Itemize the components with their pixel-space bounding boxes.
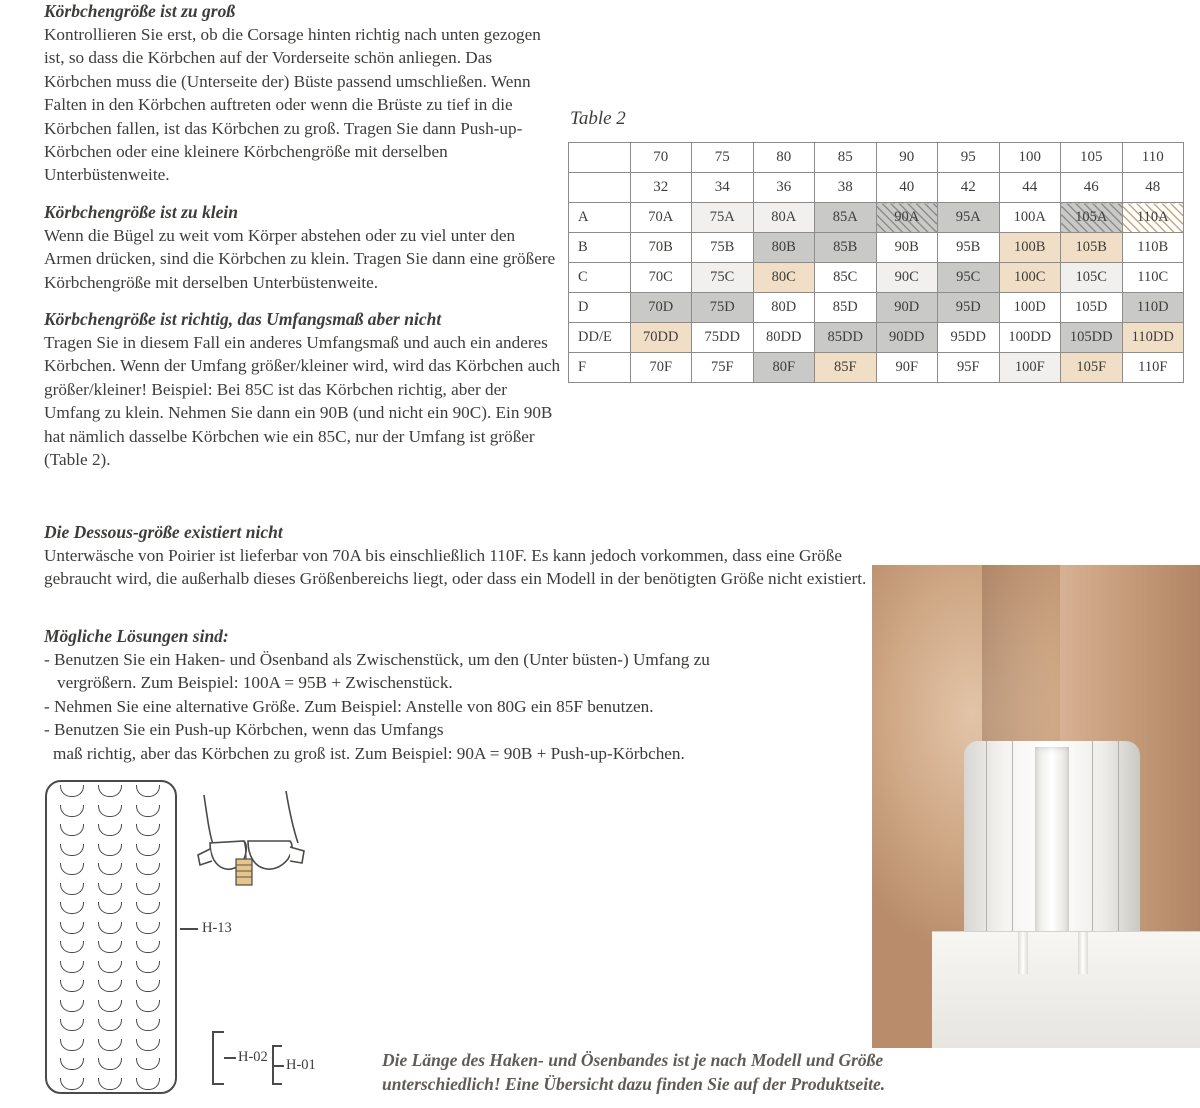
solution-line: maß richtig, aber das Körbchen zu groß ist. Zum Beispiel: 90A = 90B + Push-up-Körbchen. <box>53 743 685 763</box>
table-cell: 90B <box>876 233 938 263</box>
table-cell: 100F <box>999 353 1061 383</box>
table-cell: 100D <box>999 293 1061 323</box>
hook-eye-loop <box>60 785 84 797</box>
hook-eye-loop <box>60 824 84 836</box>
photo-skirt <box>932 931 1200 1048</box>
table-cell: 80DD <box>753 323 815 353</box>
hook-eye-loop <box>98 1000 122 1012</box>
table-cell: 105D <box>1061 293 1123 323</box>
table-column-header: 85 <box>815 143 877 173</box>
hook-eye-loop <box>136 805 160 817</box>
photo-caption: Die Länge des Haken- und Ösenbandes ist je nach Modell und Größe unterschiedlich! Eine Übersicht dazu finden Sie auf der Produktseite. <box>382 1050 886 1094</box>
hook-eye-loop <box>60 1058 84 1070</box>
table-cell: 90F <box>876 353 938 383</box>
table-cell: 70C <box>630 263 692 293</box>
table-column-header: 110 <box>1122 143 1184 173</box>
hook-eye-loop <box>98 805 122 817</box>
hook-eye-loop <box>136 883 160 895</box>
hook-and-eye-diagram <box>40 775 360 1100</box>
table-row-header: A <box>569 203 631 233</box>
table-cell: 110A <box>1122 203 1184 233</box>
table-column-header: 32 <box>630 173 692 203</box>
hook-eye-loop <box>136 1000 160 1012</box>
hook-eye-loop <box>60 922 84 934</box>
table-cell: 70DD <box>630 323 692 353</box>
hook-eye-loop <box>136 961 160 973</box>
table-header-row <box>569 143 1184 173</box>
hook-eye-loop <box>136 902 160 914</box>
hook-eye-loop <box>136 941 160 953</box>
hook-eye-loop <box>98 785 122 797</box>
table-row <box>569 353 1184 383</box>
table-row-header: F <box>569 353 631 383</box>
table-cell: 90DD <box>876 323 938 353</box>
table-row-header: D <box>569 293 631 323</box>
table-cell: 85B <box>815 233 877 263</box>
table-cell: 90C <box>876 263 938 293</box>
section-body: Wenn die Bügel zu weit vom Körper abstehen oder zu viel unter den Armen drücken, sind die Körbchen zu klein. Tragen Sie dann eine größere Körbchengröße mit derselben Unterbüstenweite. <box>44 225 556 292</box>
table-cell: 90D <box>876 293 938 323</box>
table-cell: 70B <box>630 233 692 263</box>
hook-eye-loop <box>60 844 84 856</box>
table-cell: 70D <box>630 293 692 323</box>
table-cell: 95B <box>938 233 1000 263</box>
table-column-header: 38 <box>815 173 877 203</box>
table-column-header: 46 <box>1061 173 1123 203</box>
table-column-header: 70 <box>630 143 692 173</box>
table-cell: 80C <box>753 263 815 293</box>
hook-eye-loop <box>98 1058 122 1070</box>
hook-eye-loop <box>60 883 84 895</box>
table-cell: 75A <box>692 203 754 233</box>
section-heading: Körbchengröße ist zu klein <box>44 201 238 222</box>
table-column-header: 34 <box>692 173 754 203</box>
hook-eye-loop <box>98 961 122 973</box>
hook-eye-loop <box>98 980 122 992</box>
hook-eye-loop <box>136 1019 160 1031</box>
table-cell: 75DD <box>692 323 754 353</box>
hook-eye-loop <box>98 863 122 875</box>
table-column-header: 75 <box>692 143 754 173</box>
solution-line: - Benutzen Sie ein Push-up Körbchen, wenn das Umfangs <box>44 720 444 740</box>
table-cell: 110DD <box>1122 323 1184 353</box>
table-cell: 105F <box>1061 353 1123 383</box>
section-heading: Körbchengröße ist zu groß <box>44 1 236 21</box>
table-row <box>569 233 1184 263</box>
table-cell: 100B <box>999 233 1061 263</box>
hook-eye-loop <box>60 1000 84 1012</box>
hook-eye-loop <box>98 883 122 895</box>
table-cell: 110C <box>1122 263 1184 293</box>
table-cell: 100A <box>999 203 1061 233</box>
photo-garter-strap <box>1078 932 1088 974</box>
table-column-header: 40 <box>876 173 938 203</box>
table-cell: 95D <box>938 293 1000 323</box>
table-cell: 105A <box>1061 203 1123 233</box>
hook-eye-loop <box>60 941 84 953</box>
corset-back-photo <box>872 565 1200 1048</box>
hook-eye-loop <box>60 805 84 817</box>
section-body: Tragen Sie in diesem Fall ein anderes Umfangsmaß und auch ein anderes Körbchen. Wenn der Umfang größer/kleiner wird, wird das Körbchen auch größer/kleiner! Beispiel: Bei 85C ist das Körbchen richtig, aber der Umfang zu klein. Nehmen Sie dann ein 90B (und nicht ein 90C). Ein 90B hat nämlich dasselbe Körbchen wie ein 85C, nur der Umfang ist größer (Table 2). <box>44 333 561 470</box>
size-table-container <box>568 108 1184 383</box>
table-column-header: 105 <box>1061 143 1123 173</box>
table-cell: 110B <box>1122 233 1184 263</box>
hook-eye-loop <box>60 961 84 973</box>
bracket-h13 <box>180 928 198 930</box>
table-cell: 75F <box>692 353 754 383</box>
hook-eye-loop <box>136 863 160 875</box>
hook-eye-loop <box>136 844 160 856</box>
hook-eye-loop <box>136 1039 160 1051</box>
solution-line: - Nehmen Sie eine alternative Größe. Zum Beispiel: Anstelle von 80G ein 85F benutzen. <box>44 696 654 716</box>
hook-eye-loop <box>60 1039 84 1051</box>
hook-eye-loop <box>98 941 122 953</box>
table-cell: 100DD <box>999 323 1061 353</box>
hook-eye-loop <box>60 902 84 914</box>
solution-line: vergrößern. Zum Beispiel: 100A = 95B + Zwischenstück. <box>57 673 453 693</box>
table-column-header: 80 <box>753 143 815 173</box>
section-heading: Körbchengröße ist richtig, das Umfangsmaß aber nicht <box>44 309 442 330</box>
table-caption: Table 2 <box>570 108 626 129</box>
table-cell: 80A <box>753 203 815 233</box>
table-cell: 75B <box>692 233 754 263</box>
section-koerbchen-zu-klein <box>44 201 564 294</box>
section-moegliche-loesungen <box>44 625 874 765</box>
table-cell: 100C <box>999 263 1061 293</box>
hook-eye-loop <box>136 785 160 797</box>
table-row <box>569 293 1184 323</box>
table-cell: 85F <box>815 353 877 383</box>
hook-eye-loop <box>98 844 122 856</box>
bra-size-table <box>568 142 1184 383</box>
bra-sketch-icon <box>190 785 330 895</box>
hook-eye-loop <box>98 1019 122 1031</box>
table-cell: 90A <box>876 203 938 233</box>
table-column-header: 95 <box>938 143 1000 173</box>
table-cell: 95F <box>938 353 1000 383</box>
section-heading: Mögliche Lösungen sind: <box>44 626 229 646</box>
table-cell: 85D <box>815 293 877 323</box>
hook-eye-loop <box>136 1058 160 1070</box>
table-cell: 105DD <box>1061 323 1123 353</box>
hook-eye-loop <box>136 980 160 992</box>
table-cell: 105C <box>1061 263 1123 293</box>
table-header-row <box>569 173 1184 203</box>
table-row-header: B <box>569 233 631 263</box>
solution-line: - Benutzen Sie ein Haken- und Ösenband als Zwischenstück, um den (Unter büsten-) Umfang zu <box>44 650 710 669</box>
hook-eye-loop <box>60 863 84 875</box>
label-h01: H-01 <box>286 1057 316 1073</box>
table-cell: 95A <box>938 203 1000 233</box>
section-body: Unterwäsche von Poirier ist lieferbar von 70A bis einschließlich 110F. Es kann jedoch vorkommen, dass eine Größe gebraucht wird, die außerhalb dieses Größenbereichs liegt, oder dass ein Modell in der benötigten Größe nicht existiert. <box>44 546 867 589</box>
table-cell: 80F <box>753 353 815 383</box>
section-body: Kontrollieren Sie erst, ob die Corsage hinten richtig nach unten gezogen ist, so dass die Körbchen auf der Vorderseite schön anliegen. Das Körbchen muss die (Unterseite der) Büste passend umschließen. Wenn Falten in den Körbchen auftreten oder wenn die Brüste zu tief in die Körbchen fallen, ist das Körbchen zu groß. Tragen Sie dann Push-up-Körbchen oder eine kleinere Körbchengröße mit derselben Unterbüstenweite. <box>44 25 541 185</box>
hook-eye-loop <box>98 922 122 934</box>
left-text-column <box>44 0 564 486</box>
hook-eye-loop <box>98 824 122 836</box>
table-cell: 75D <box>692 293 754 323</box>
hook-eye-loop <box>136 922 160 934</box>
table-column-header: 42 <box>938 173 1000 203</box>
table-corner-cell <box>569 143 631 173</box>
table-cell: 85DD <box>815 323 877 353</box>
table-column-header: 36 <box>753 173 815 203</box>
table-column-header: 44 <box>999 173 1061 203</box>
hook-eye-loop <box>136 824 160 836</box>
table-cell: 110D <box>1122 293 1184 323</box>
table-column-header: 48 <box>1122 173 1184 203</box>
table-row <box>569 323 1184 353</box>
hook-eye-loop <box>60 980 84 992</box>
table-row-header: C <box>569 263 631 293</box>
label-h13: H-13 <box>202 920 232 936</box>
section-heading: Die Dessous-größe existiert nicht <box>44 522 283 542</box>
table-cell: 85C <box>815 263 877 293</box>
table-cell: 70A <box>630 203 692 233</box>
hook-eye-loop <box>98 902 122 914</box>
table-row <box>569 263 1184 293</box>
section-koerbchen-zu-gross <box>44 0 564 187</box>
table-cell: 95DD <box>938 323 1000 353</box>
table-row <box>569 203 1184 233</box>
table-cell: 110F <box>1122 353 1184 383</box>
table-column-header: 100 <box>999 143 1061 173</box>
hook-eye-loop <box>98 1039 122 1051</box>
table-cell: 75C <box>692 263 754 293</box>
table-corner-cell <box>569 173 631 203</box>
photo-garter-strap <box>1018 932 1028 974</box>
section-umfangsmass <box>44 308 564 471</box>
section-dessous-groesse <box>44 521 874 591</box>
table-row-header: DD/E <box>569 323 631 353</box>
table-cell: 80D <box>753 293 815 323</box>
table-column-header: 90 <box>876 143 938 173</box>
label-h02: H-02 <box>238 1049 268 1065</box>
table-cell: 70F <box>630 353 692 383</box>
table-cell: 85A <box>815 203 877 233</box>
table-cell: 105B <box>1061 233 1123 263</box>
table-cell: 95C <box>938 263 1000 293</box>
table-cell: 80B <box>753 233 815 263</box>
hook-eye-loop <box>60 1019 84 1031</box>
